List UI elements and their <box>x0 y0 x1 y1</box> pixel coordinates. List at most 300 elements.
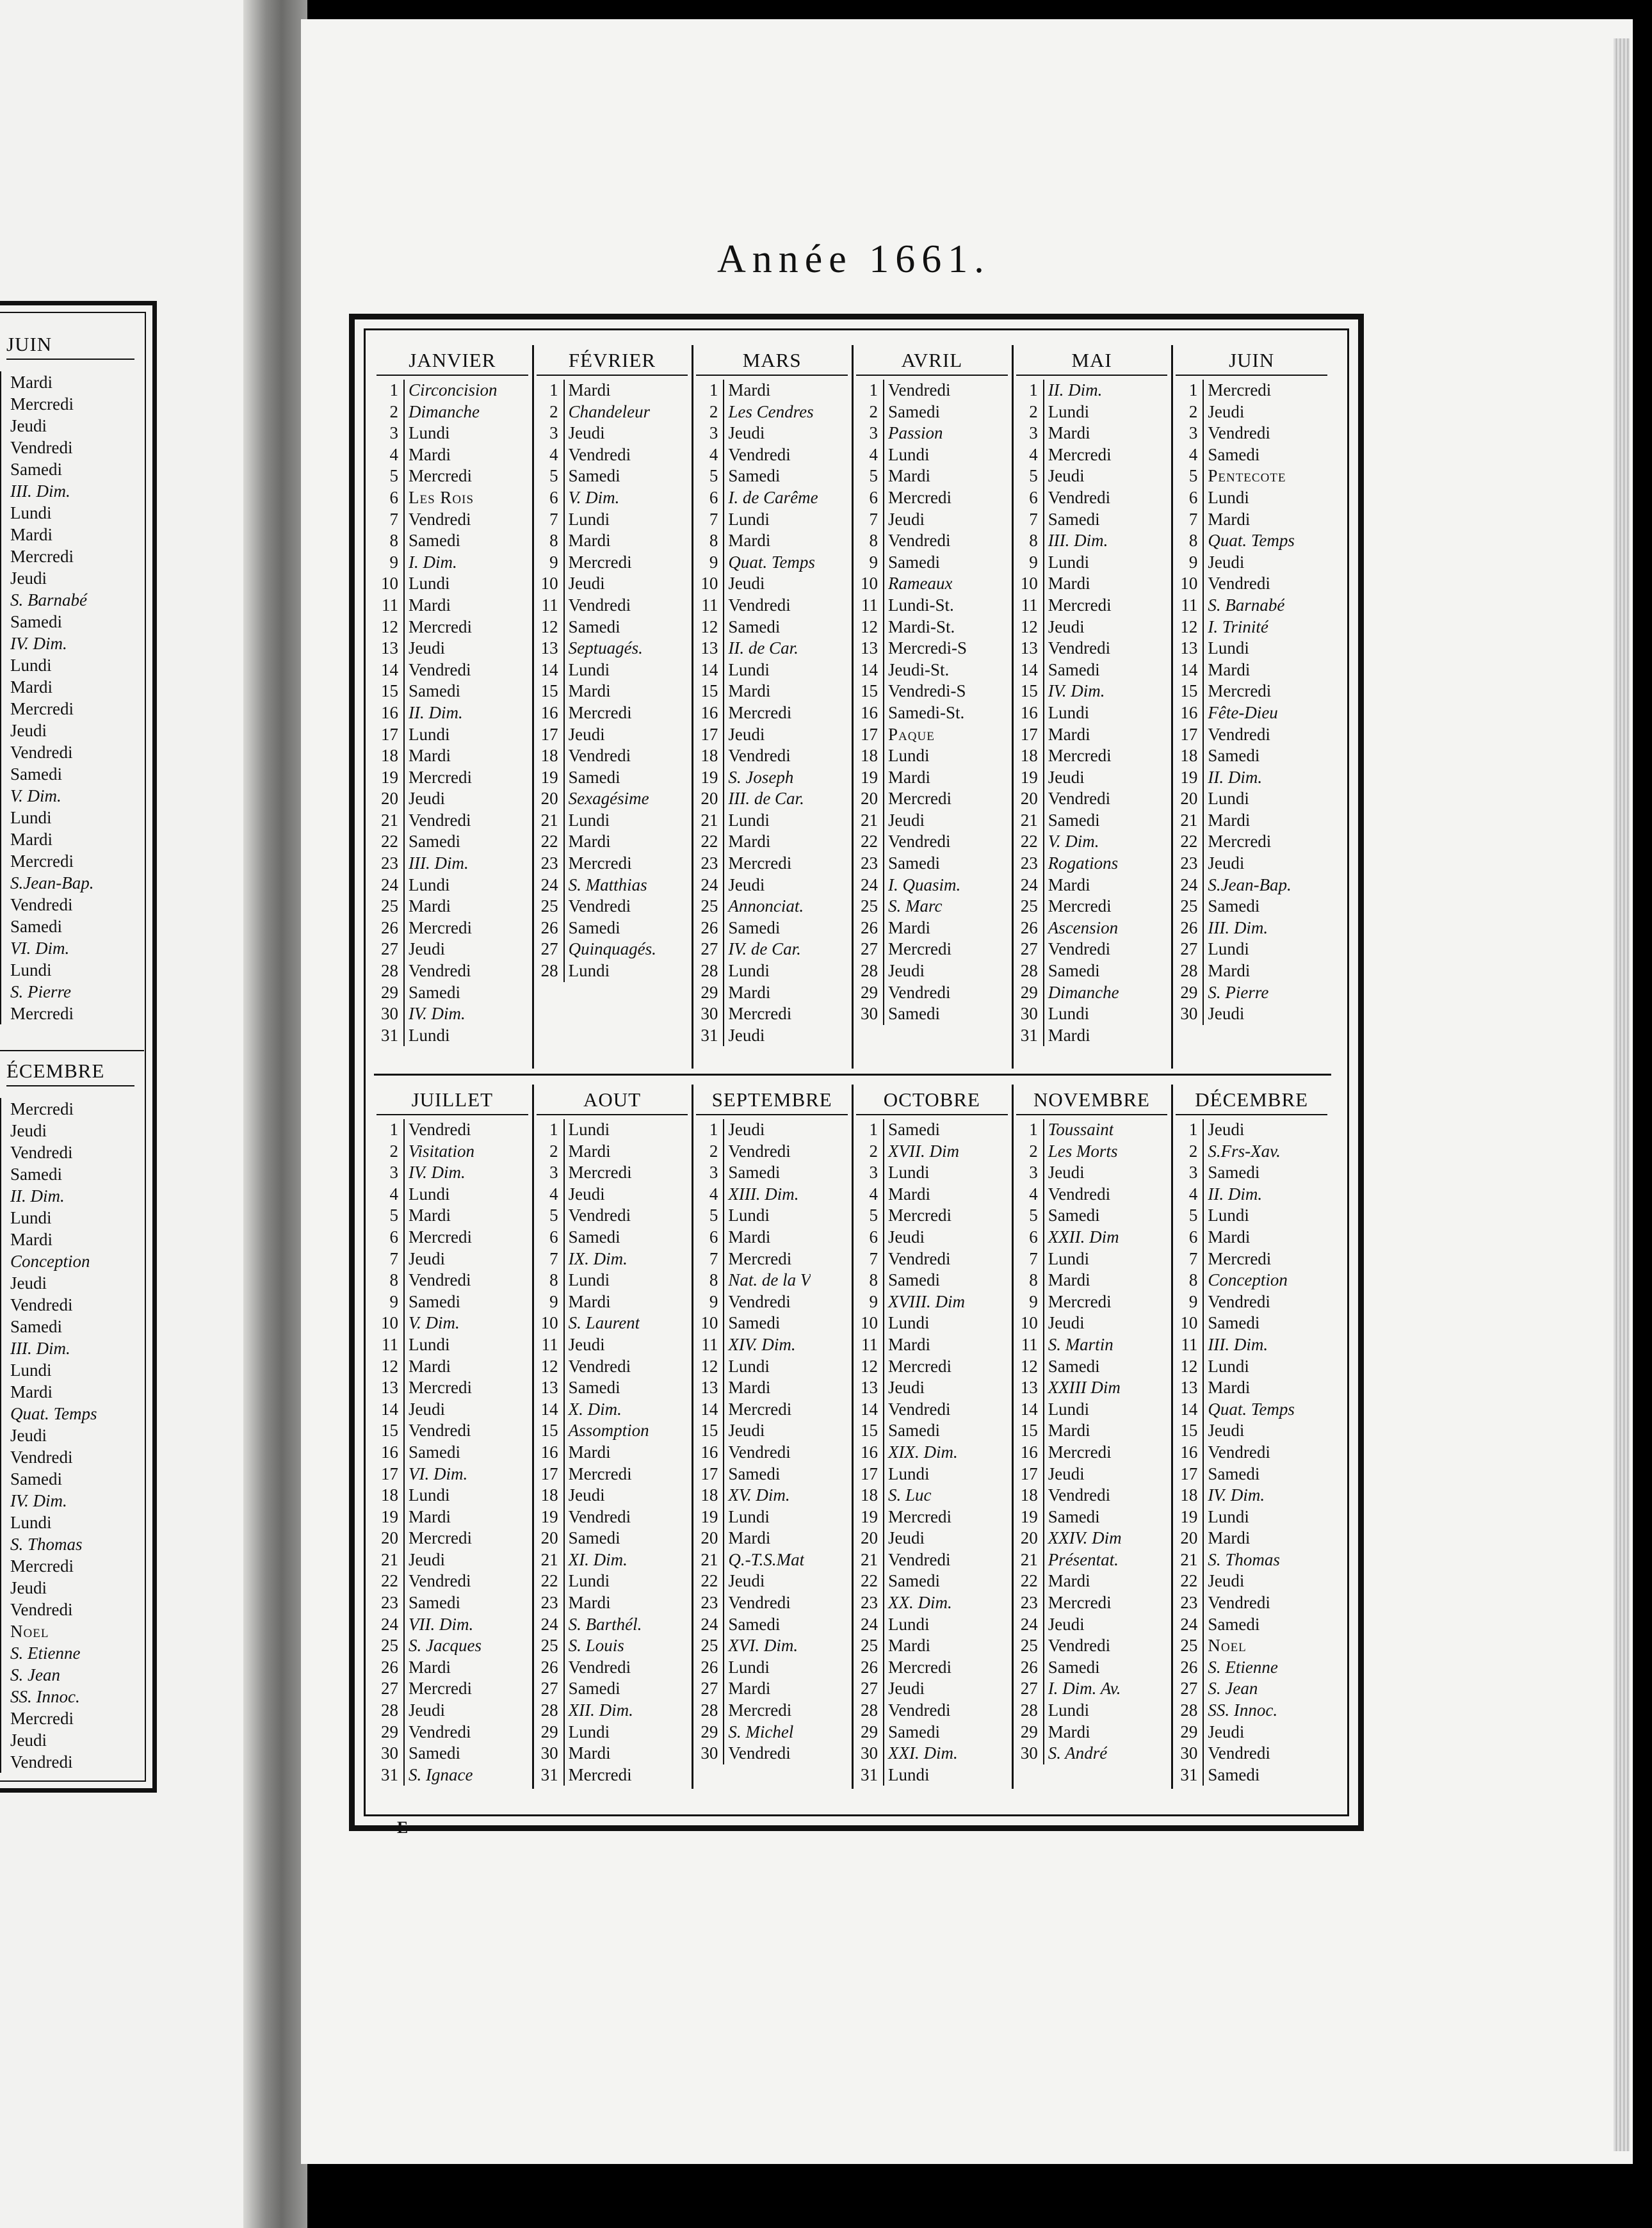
month-column <box>854 1085 1014 1789</box>
day-number: 22 <box>1016 831 1044 853</box>
day-row <box>696 960 848 982</box>
day-label: Mercredi <box>888 1506 952 1526</box>
day-label: Mardi <box>1048 1571 1090 1591</box>
day-number: 21 <box>1016 810 1044 832</box>
day-row <box>537 1635 688 1657</box>
day-row <box>1176 788 1327 810</box>
day-label: Samedi <box>888 1270 941 1290</box>
day-label: Samedi <box>409 1442 460 1462</box>
day-row <box>1016 1442 1168 1464</box>
day-label: Mardi <box>728 832 771 852</box>
day-row <box>1016 875 1168 896</box>
day-row <box>1176 1592 1327 1614</box>
day-label: IX. Dim. <box>568 1248 628 1268</box>
day-row <box>1176 444 1327 466</box>
day-label: XIII. Dim. <box>728 1184 799 1204</box>
left-day-label: Jeudi <box>0 1272 144 1294</box>
day-number: 8 <box>856 530 884 552</box>
day-label: Mardi <box>568 1141 611 1161</box>
day-number: 3 <box>537 1162 565 1184</box>
day-row <box>856 595 1008 617</box>
day-label: Mardi <box>1048 1270 1090 1290</box>
left-day-label: Vendredi <box>0 437 144 458</box>
day-label: Mardi <box>888 1636 930 1656</box>
day-row <box>537 1399 688 1421</box>
day-label: Mercredi <box>568 853 632 873</box>
day-row <box>856 1549 1008 1571</box>
day-label: I. Quasim. <box>888 875 961 894</box>
day-number: 18 <box>377 745 405 767</box>
day-row <box>856 659 1008 681</box>
day-number: 30 <box>537 1743 565 1764</box>
day-label: Samedi <box>728 617 781 636</box>
day-row <box>856 1657 1008 1679</box>
day-label: Samedi <box>888 401 941 421</box>
day-label: Mercredi <box>1048 1593 1112 1613</box>
day-row <box>1016 681 1168 702</box>
day-number: 3 <box>856 1162 884 1184</box>
day-row <box>1016 617 1168 638</box>
day-row <box>377 1464 528 1485</box>
day-label: Mercredi <box>568 552 632 572</box>
day-number: 27 <box>537 939 565 960</box>
day-number: 16 <box>1176 702 1204 724</box>
day-label: Lundi <box>1048 1248 1090 1268</box>
day-number: 30 <box>856 1743 884 1764</box>
day-number: 14 <box>696 659 724 681</box>
day-row <box>696 487 848 509</box>
day-label: Jeudi <box>409 1248 445 1268</box>
day-label: Rameaux <box>888 574 953 593</box>
day-label: Mardi <box>1048 574 1090 593</box>
left-day-label: Mardi <box>0 1229 144 1250</box>
calendar-divider <box>374 1074 1331 1076</box>
day-label: Lundi <box>888 1163 930 1183</box>
day-label: Mardi <box>409 1657 451 1677</box>
day-row <box>1176 659 1327 681</box>
day-label: Mercredi <box>409 767 472 787</box>
day-number: 19 <box>377 1506 405 1528</box>
day-row <box>696 530 848 552</box>
day-number: 1 <box>377 1119 405 1141</box>
day-row <box>377 1485 528 1506</box>
day-label: Mardi <box>568 531 611 551</box>
day-row <box>1176 1334 1327 1356</box>
day-number: 1 <box>537 380 565 401</box>
day-number: 6 <box>537 487 565 509</box>
day-row <box>856 1420 1008 1442</box>
day-row <box>1176 423 1327 444</box>
day-row <box>1176 1464 1327 1485</box>
day-label: Mercredi <box>728 853 792 873</box>
day-row <box>856 1141 1008 1163</box>
day-label: Mardi <box>728 681 771 701</box>
day-row <box>1176 595 1327 617</box>
day-label: Mardi <box>728 1528 771 1548</box>
day-label: Lundi <box>409 574 450 593</box>
left-december-heading: ÉCEMBRE <box>6 1060 134 1086</box>
day-label: II. Dim. <box>409 702 463 722</box>
day-number: 27 <box>696 1678 724 1700</box>
left-day-label: Lundi <box>0 1359 144 1381</box>
day-label: Lundi <box>728 810 770 830</box>
day-label: Vendredi <box>409 961 471 981</box>
day-number: 24 <box>377 875 405 896</box>
day-number: 5 <box>1176 465 1204 487</box>
day-label: Jeudi <box>728 1571 765 1591</box>
day-label: Samedi <box>409 681 460 701</box>
day-row <box>696 1119 848 1141</box>
day-label: Mardi <box>409 444 451 464</box>
day-row <box>696 767 848 789</box>
day-row <box>696 573 848 595</box>
day-row <box>1016 853 1168 875</box>
day-label: Jeudi <box>728 423 765 443</box>
day-row <box>1016 1184 1168 1206</box>
day-label: SS. Innoc. <box>1208 1700 1278 1720</box>
day-label: Lundi <box>568 1571 610 1591</box>
day-label: Jeudi <box>568 423 605 443</box>
day-label: Présentat. <box>1048 1549 1119 1569</box>
day-number: 24 <box>696 875 724 896</box>
day-row <box>1016 595 1168 617</box>
day-label: Lundi <box>1048 552 1090 572</box>
day-label: Vendredi <box>1208 1291 1270 1311</box>
day-label: Vendredi <box>728 1442 791 1462</box>
day-row <box>537 595 688 617</box>
left-day-label: IV. Dim. <box>0 1490 144 1512</box>
day-row <box>856 702 1008 724</box>
day-row <box>537 509 688 531</box>
day-row <box>537 1700 688 1722</box>
day-label: Jeudi <box>1048 767 1085 787</box>
day-row <box>537 681 688 702</box>
day-label: Vendredi <box>728 444 791 464</box>
day-label: Lundi <box>888 444 930 464</box>
day-label: Samedi <box>1208 746 1260 766</box>
day-number: 26 <box>377 917 405 939</box>
day-row <box>1016 896 1168 917</box>
day-row <box>696 617 848 638</box>
left-day-label: S. Pierre <box>0 981 144 1003</box>
left-day-label: Samedi <box>0 1316 144 1337</box>
day-number: 23 <box>537 853 565 875</box>
day-label: Mardi <box>1208 1528 1251 1548</box>
day-number: 1 <box>696 1119 724 1141</box>
day-label: Vendredi <box>888 380 951 400</box>
day-number: 18 <box>696 745 724 767</box>
day-number: 18 <box>537 745 565 767</box>
day-label: I. Trinité <box>1208 617 1268 636</box>
day-label: XX. Dim. <box>888 1593 952 1613</box>
day-label: S. Ignace <box>409 1764 473 1784</box>
day-label: Samedi <box>728 1614 781 1634</box>
day-label: XIX. Dim. <box>888 1442 958 1462</box>
day-row <box>696 788 848 810</box>
day-label: Mardi <box>888 767 930 787</box>
day-number: 17 <box>537 724 565 746</box>
day-row <box>1016 1356 1168 1378</box>
day-number: 23 <box>696 1592 724 1614</box>
day-row <box>537 1678 688 1700</box>
day-row <box>377 767 528 789</box>
day-number: 9 <box>1176 1291 1204 1313</box>
day-label: Vendredi <box>1208 1593 1270 1613</box>
day-label: Samedi <box>409 1743 460 1763</box>
day-number: 19 <box>696 1506 724 1528</box>
day-row <box>1176 1722 1327 1743</box>
day-row <box>856 552 1008 574</box>
day-number: 21 <box>696 1549 724 1571</box>
day-number: 9 <box>696 552 724 574</box>
day-number: 8 <box>1176 1270 1204 1291</box>
day-row <box>1176 1506 1327 1528</box>
day-label: Lundi <box>888 1464 930 1483</box>
day-label: Mardi <box>1208 1227 1251 1247</box>
day-label: Toussaint <box>1048 1120 1114 1139</box>
day-label: Lundi <box>888 746 930 766</box>
day-number: 17 <box>856 1464 884 1485</box>
day-number: 14 <box>856 659 884 681</box>
day-label: Mercredi <box>728 1399 792 1419</box>
day-number: 28 <box>377 1700 405 1722</box>
day-label: Mardi <box>409 896 451 916</box>
day-row <box>696 810 848 832</box>
day-number: 26 <box>1176 917 1204 939</box>
day-number: 24 <box>537 1614 565 1636</box>
day-number: 16 <box>696 702 724 724</box>
day-row <box>537 1442 688 1464</box>
day-row <box>537 1570 688 1592</box>
day-label: Mardi-St. <box>888 617 955 636</box>
day-number: 21 <box>856 810 884 832</box>
day-row <box>537 917 688 939</box>
day-number: 15 <box>537 1420 565 1442</box>
left-day-label: Quat. Temps <box>0 1403 144 1425</box>
day-label: Lundi <box>1048 1700 1090 1720</box>
day-label: Jeudi <box>888 1227 925 1247</box>
day-row <box>856 982 1008 1004</box>
day-row <box>377 1025 528 1047</box>
day-label: Circoncision <box>409 380 498 400</box>
day-label: XII. Dim. <box>568 1700 633 1720</box>
day-label: Vendredi <box>1048 487 1111 507</box>
day-row <box>856 1635 1008 1657</box>
day-label: V. Dim. <box>1048 832 1099 852</box>
day-row <box>537 1312 688 1334</box>
day-row <box>1176 1227 1327 1248</box>
day-row <box>696 831 848 853</box>
day-row <box>1016 1119 1168 1141</box>
day-number: 28 <box>1016 960 1044 982</box>
day-number: 22 <box>856 1570 884 1592</box>
day-row <box>696 1312 848 1334</box>
day-number: 17 <box>696 724 724 746</box>
day-number: 22 <box>696 1570 724 1592</box>
day-number: 20 <box>377 1528 405 1549</box>
month-name: MAI <box>1016 345 1168 376</box>
day-number: 11 <box>696 1334 724 1356</box>
day-row <box>377 1592 528 1614</box>
day-label: III. Dim. <box>409 853 469 873</box>
day-label: Jeudi <box>728 724 765 744</box>
day-label: Jeudi <box>1208 1120 1245 1139</box>
day-label: Mercredi <box>409 1528 472 1548</box>
day-number: 10 <box>1176 573 1204 595</box>
day-row <box>537 1420 688 1442</box>
day-number: 2 <box>377 1141 405 1163</box>
day-number: 2 <box>1016 401 1044 423</box>
day-number: 15 <box>537 681 565 702</box>
day-number: 10 <box>537 1312 565 1334</box>
day-label: S. Barnabé <box>1208 595 1285 615</box>
day-row <box>537 573 688 595</box>
day-number: 23 <box>377 1592 405 1614</box>
day-label: Samedi <box>409 531 460 551</box>
day-label: S. Michel <box>728 1722 794 1741</box>
day-label: Jeudi <box>409 1700 445 1720</box>
day-number: 7 <box>856 509 884 531</box>
day-number: 18 <box>1016 745 1044 767</box>
day-row <box>856 1270 1008 1291</box>
day-number: 30 <box>696 1743 724 1764</box>
day-label: XVIII. Dim <box>888 1291 965 1311</box>
day-number: 28 <box>856 960 884 982</box>
day-number: 2 <box>1016 1141 1044 1163</box>
day-number: 8 <box>377 530 405 552</box>
day-row <box>537 530 688 552</box>
day-number: 25 <box>856 896 884 917</box>
day-row <box>1016 1700 1168 1722</box>
day-label: Mardi <box>568 1442 611 1462</box>
day-row <box>377 1528 528 1549</box>
day-label: Mercredi <box>728 1004 792 1024</box>
left-day-label: Jeudi <box>0 1425 144 1446</box>
day-label: Rogations <box>1048 853 1119 873</box>
left-day-label: Lundi <box>0 959 144 981</box>
day-row <box>1016 702 1168 724</box>
day-number: 25 <box>377 896 405 917</box>
day-number: 12 <box>537 617 565 638</box>
day-label: Samedi <box>568 917 620 937</box>
day-row <box>537 767 688 789</box>
day-row <box>1176 552 1327 574</box>
day-row <box>1016 530 1168 552</box>
day-row <box>856 939 1008 960</box>
day-number: 18 <box>696 1485 724 1506</box>
day-row <box>1016 1549 1168 1571</box>
day-number: 13 <box>856 638 884 659</box>
day-row <box>1176 1270 1327 1291</box>
day-label: VII. Dim. <box>409 1614 474 1634</box>
day-row <box>696 638 848 659</box>
day-label: Vendredi <box>888 1399 951 1419</box>
left-day-label: Samedi <box>0 763 144 785</box>
day-label: Lundi <box>568 1270 610 1290</box>
day-number: 6 <box>696 1227 724 1248</box>
day-row <box>377 1399 528 1421</box>
day-number: 7 <box>696 1248 724 1270</box>
day-row <box>1016 1743 1168 1764</box>
day-row <box>856 1743 1008 1764</box>
day-label: Ascension <box>1048 917 1119 937</box>
day-label: Vendredi <box>728 746 791 766</box>
left-day-label: Jeudi <box>0 1577 144 1599</box>
day-label: Mercredi <box>568 702 632 722</box>
day-number: 17 <box>696 1464 724 1485</box>
day-number: 23 <box>537 1592 565 1614</box>
day-number: 20 <box>377 788 405 810</box>
day-label: I. Dim. <box>409 552 457 572</box>
day-number: 19 <box>537 767 565 789</box>
day-label: Les Morts <box>1048 1141 1118 1161</box>
day-row <box>537 831 688 853</box>
day-label: Jeudi <box>888 1679 925 1699</box>
day-number: 5 <box>856 1205 884 1227</box>
day-row <box>1176 1442 1327 1464</box>
day-number: 11 <box>1176 595 1204 617</box>
day-label: Jeudi <box>728 1025 765 1045</box>
day-label: S. Jacques <box>409 1636 482 1656</box>
day-label: Mardi <box>888 1334 930 1354</box>
day-row <box>377 853 528 875</box>
day-label: Lundi <box>1208 789 1249 809</box>
left-day-label: Mercredi <box>0 1555 144 1577</box>
day-row <box>1016 1205 1168 1227</box>
day-number: 25 <box>1016 896 1044 917</box>
day-row <box>1176 939 1327 960</box>
day-row <box>1176 1743 1327 1764</box>
day-row <box>856 1485 1008 1506</box>
day-label: V. Dim. <box>409 1313 460 1333</box>
day-label: Samedi <box>568 1528 620 1548</box>
day-number: 27 <box>1176 939 1204 960</box>
day-label: Passion <box>888 423 943 443</box>
day-label: X. Dim. <box>568 1399 622 1419</box>
day-label: Dimanche <box>409 401 480 421</box>
day-row <box>377 724 528 746</box>
day-row <box>377 530 528 552</box>
day-row <box>696 982 848 1004</box>
left-day-label: Lundi <box>0 1207 144 1229</box>
day-number: 15 <box>1176 681 1204 702</box>
day-number: 11 <box>1176 1334 1204 1356</box>
day-label: Quat. Temps <box>1208 531 1295 551</box>
month-name: SEPTEMBRE <box>696 1085 848 1115</box>
day-row <box>1176 896 1327 917</box>
day-row <box>377 745 528 767</box>
day-row <box>377 1700 528 1722</box>
month-column <box>1173 1085 1331 1789</box>
day-number: 15 <box>1016 1420 1044 1442</box>
month-column <box>374 1085 534 1789</box>
day-number: 10 <box>856 1312 884 1334</box>
day-number: 13 <box>1016 1377 1044 1399</box>
day-number: 9 <box>1176 552 1204 574</box>
day-row <box>696 702 848 724</box>
month-name: NOVEMBRE <box>1016 1085 1168 1115</box>
month-column <box>534 345 694 1069</box>
day-label: Samedi <box>1208 1614 1260 1634</box>
day-label: Samedi <box>1048 1206 1100 1225</box>
day-label: Lundi <box>728 1506 770 1526</box>
day-number: 21 <box>1176 1549 1204 1571</box>
day-label: Lundi <box>728 961 770 981</box>
day-number: 3 <box>377 423 405 444</box>
left-day-label: Jeudi <box>0 567 144 589</box>
day-number: 30 <box>1016 1003 1044 1025</box>
month-column <box>1014 345 1174 1069</box>
